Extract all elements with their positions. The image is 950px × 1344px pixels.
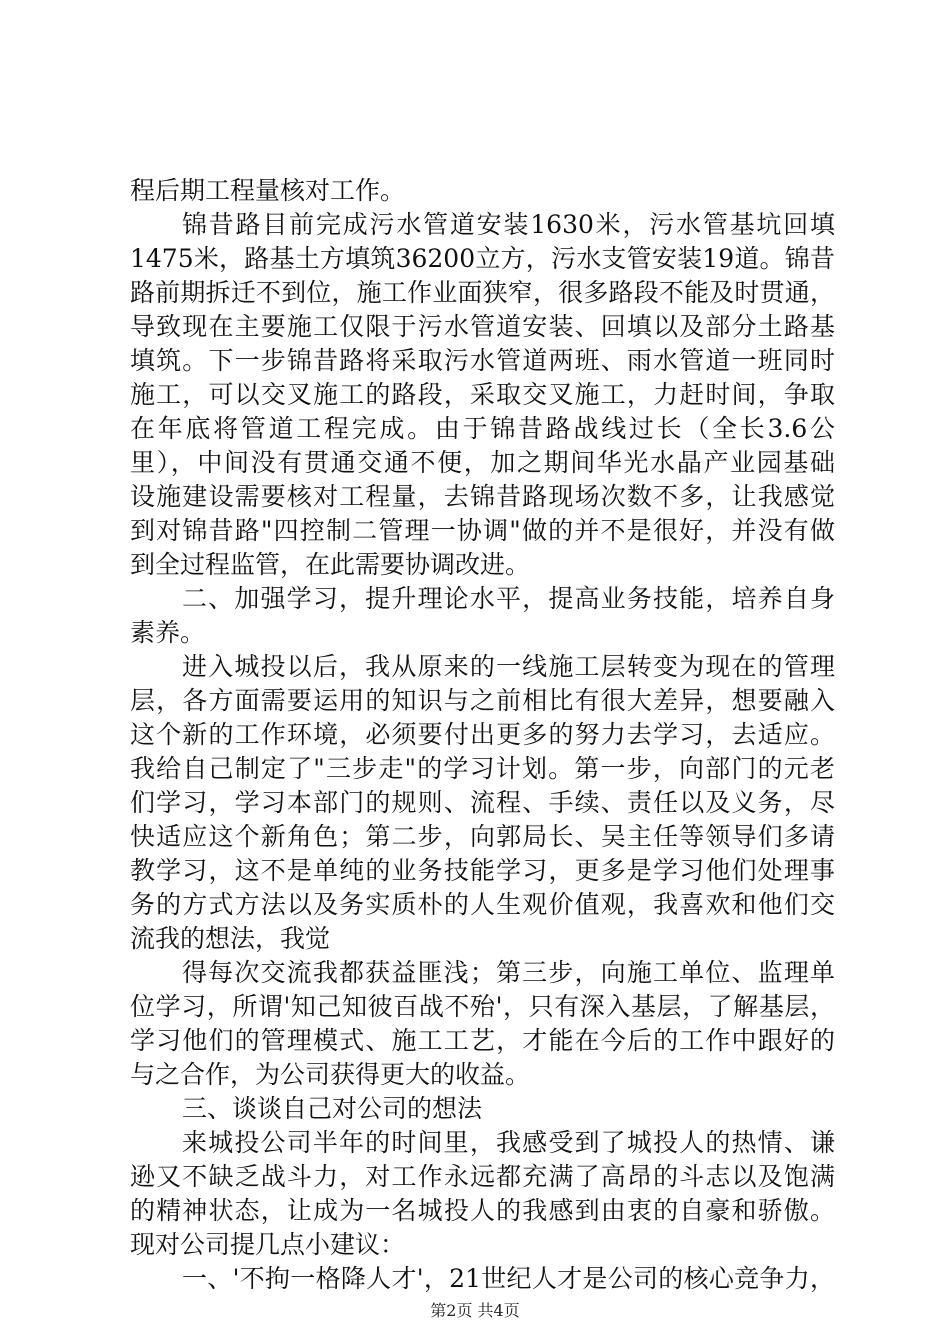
text-line: 学习他们的管理模式、施工工艺，才能在今后的工作中跟好的: [130, 1026, 835, 1055]
text-line: 到全过程监管，在此需要协调改进。: [130, 550, 531, 579]
paragraph-start-line: 得每次交流我都获益匪浅；第三步，向施工单位、监理单: [182, 958, 835, 987]
text-line: 逊又不缺乏战斗力，对工作永远都充满了高昂的斗志以及饱满: [130, 1162, 835, 1191]
paragraph-start-line: 锦昔路目前完成污水管道安装1630米，污水管基坑回填: [182, 210, 835, 239]
text-line: 流我的想法，我觉: [130, 924, 331, 953]
paragraph-start-line: 一、'不拘一格降人才'，21世纪人才是公司的核心竞争力，: [182, 1264, 835, 1293]
section-heading: 二、加强学习，提升理论水平，提高业务技能，培养自身: [182, 584, 835, 613]
text-line: 我给自己制定了"三步走"的学习计划。第一步，向部门的元老: [130, 754, 835, 783]
text-line: 教学习，这不是单纯的业务技能学习，更多是学习他们处理事: [130, 856, 835, 885]
section-heading-cont: 素养。: [130, 618, 206, 647]
text-line: 设施建设需要核对工程量，去锦昔路现场次数不多，让我感觉: [130, 482, 835, 511]
text-line: 路前期拆迁不到位，施工作业面狭窄，很多路段不能及时贯通，: [130, 278, 835, 307]
text-line: 务的方式方法以及务实质朴的人生观价值观，我喜欢和他们交: [130, 890, 835, 919]
page-footer: 第2页 共4页: [430, 1301, 520, 1320]
text-line: 这个新的工作环境，必须要付出更多的努力去学习，去适应。: [130, 720, 835, 749]
text-line: 到对锦昔路"四控制二管理一协调"做的并不是很好，并没有做: [130, 516, 835, 545]
text-line: 层，各方面需要运用的知识与之前相比有很大差异，想要融入: [130, 686, 835, 715]
paragraph-start-line: 来城投公司半年的时间里，我感受到了城投人的热情、谦: [182, 1128, 835, 1157]
text-line: 位学习，所谓'知己知彼百战不殆'，只有深入基层，了解基层，: [130, 992, 835, 1021]
text-line: 填筑。下一步锦昔路将采取污水管道两班、雨水管道一班同时: [130, 346, 835, 375]
text-line: 导致现在主要施工仅限于污水管道安装、回填以及部分土路基: [130, 312, 835, 341]
text-line: 的精神状态，让成为一名城投人的我感到由衷的自豪和骄傲。: [130, 1196, 835, 1225]
text-line: 在年底将管道工程完成。由于锦昔路战线过长（全长3.6公: [130, 414, 835, 443]
text-line: 现对公司提几点小建议：: [130, 1230, 406, 1259]
text-line: 施工，可以交叉施工的路段，采取交叉施工，力赶时间，争取: [130, 380, 835, 409]
text-line: 里），中间没有贯通交通不便，加之期间华光水晶产业园基础: [130, 448, 835, 477]
text-line: 程后期工程量核对工作。: [130, 176, 406, 205]
text-line: 与之合作，为公司获得更大的收益。: [130, 1060, 531, 1089]
section-heading: 三、谈谈自己对公司的想法: [182, 1094, 483, 1123]
text-line: 们学习，学习本部门的规则、流程、手续、责任以及义务，尽: [130, 788, 835, 817]
text-line: 1475米，路基土方填筑36200立方，污水支管安装19道。锦昔: [130, 244, 835, 273]
text-line: 快适应这个新角色；第二步，向郭局长、吴主任等领导们多请: [130, 822, 835, 851]
paragraph-start-line: 进入城投以后，我从原来的一线施工层转变为现在的管理: [182, 652, 835, 681]
